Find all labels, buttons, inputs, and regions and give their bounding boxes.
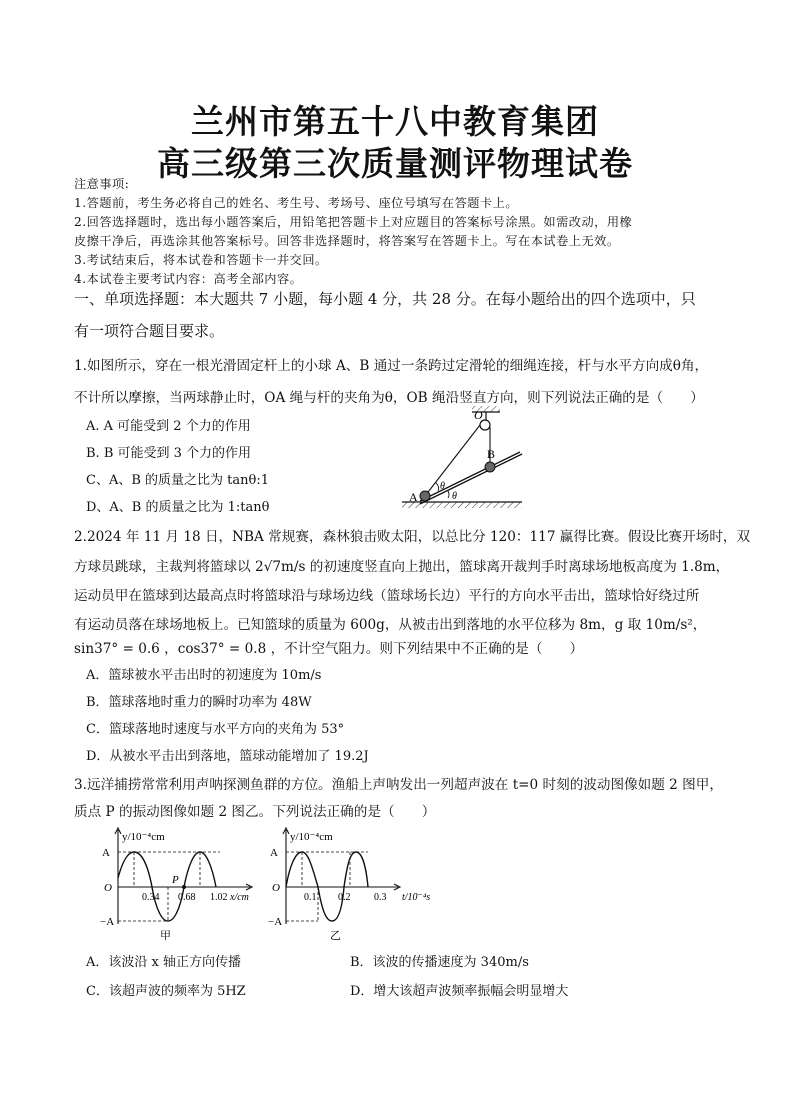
q1-stem: 不计所以摩擦，当两球静止时，OA 绳与杆的夹角为θ，OB 绳沿竖直方向，则下列说法正确的是（ ） xyxy=(74,390,704,406)
x-axis-label: x/cm xyxy=(230,892,249,903)
neg-amplitude-label: −A xyxy=(100,916,115,928)
label-o: O xyxy=(474,408,483,422)
q3-option-b: B．该波的传播速度为 340m/s xyxy=(350,955,529,970)
label-a: A xyxy=(409,490,418,504)
point-p xyxy=(182,885,186,889)
section-heading: 一、单项选择题：本大题共 7 小题，每小题 4 分，共 28 分。在每小题给出的四个选项中，只 xyxy=(74,290,696,308)
neg-amplitude-label: −A xyxy=(268,916,283,928)
notice-item: 3.考试结束后，将本试卷和答题卡一并交回。 xyxy=(74,253,328,267)
label-theta: θ xyxy=(452,491,457,502)
exam-title-line2: 高三级第三次质量测评物理试卷 xyxy=(157,144,633,183)
ground-hatch xyxy=(402,502,522,508)
amplitude-label: A xyxy=(102,847,110,859)
q2-stem: sin37° = 0.6 ，cos37° = 0.8 ，不计空气阻力。则下列结果中不正确的是（ ） xyxy=(74,641,584,657)
q3-stem: 3.远洋捕捞常常利用声呐探测鱼群的方位。渔船上声呐发出一列超声波在 t=0 时刻的波动图像如题 2 图甲， xyxy=(74,777,723,793)
notice-item: 2.回答选择题时，选出每小题答案后，用铅笔把答题卡上对应题目的答案标号涂黑。如需改动，用橡 xyxy=(74,215,633,229)
tick-label: 0.2 xyxy=(338,892,351,903)
y-axis-label: y/10⁻⁴cm xyxy=(122,831,165,843)
tick-label: 1.02 xyxy=(210,892,228,903)
q3-option-d: D．增大该超声波频率振幅会明显增大 xyxy=(350,984,569,999)
notice-heading: 注意事项: xyxy=(74,177,130,191)
ball-b xyxy=(485,462,495,472)
q1-option-b: B. B 可能受到 3 个力的作用 xyxy=(86,446,252,461)
q2-stem: 2.2024 年 11 月 18 日，NBA 常规赛，森林狼击败太阳，以总比分 120：117 赢得比赛。假设比赛开场时，双 xyxy=(74,529,751,545)
q3-option-a: A．该波沿 x 轴正方向传播 xyxy=(86,955,241,970)
origin-label: O xyxy=(272,882,280,894)
y-axis-label: y/10⁻⁴cm xyxy=(290,831,333,843)
label-theta: θ xyxy=(440,481,445,492)
q2-stem: 运动员甲在篮球到达最高点时将篮球沿与球场边线（篮球场长边）平行的方向水平击出，篮球恰好绕过所 xyxy=(74,588,700,604)
q1-option-a: A. A 可能受到 2 个力的作用 xyxy=(86,419,251,434)
tick-label: 0.34 xyxy=(142,892,160,903)
q3-option-c: C．该超声波的频率为 5HZ xyxy=(86,984,246,999)
q2-option-a: A．篮球被水平击出时的初速度为 10m/s xyxy=(86,668,322,683)
q2-option-b: B．篮球落地时重力的瞬时功率为 48W xyxy=(86,695,312,710)
q1-option-c: C、A、B 的质量之比为 tanθ:1 xyxy=(86,473,269,488)
q1-figure xyxy=(400,403,530,513)
q2-option-c: C．篮球落地时速度与水平方向的夹角为 53° xyxy=(86,722,345,737)
tick-label: 0.1 xyxy=(304,892,317,903)
ball-a xyxy=(420,491,430,501)
q2-stem: 方球员跳球，主裁判将篮球以 2√7m/s 的初速度竖直向上抛出，篮球离开裁判手时离球场地板高度为 1.8m， xyxy=(74,559,730,575)
notice-item: 4.本试卷主要考试内容：高考全部内容。 xyxy=(74,272,303,286)
q3-graph-jia xyxy=(100,826,260,946)
graph-caption: 甲 xyxy=(160,930,171,942)
exam-title-line1: 兰州市第五十八中教育集团 xyxy=(191,102,599,141)
q2-option-d: D．从被水平击出到落地，篮球动能增加了 19.2J xyxy=(86,749,369,764)
q3-graph-yi xyxy=(268,826,438,946)
graph-caption: 乙 xyxy=(330,930,341,942)
tick-label: 0.3 xyxy=(374,892,387,903)
q2-stem: 有运动员落在球场地板上。已知篮球的质量为 600g，从被击出到落地的水平位移为 8m，g 取 10m/s²， xyxy=(74,617,707,633)
point-p-label: P xyxy=(172,874,179,886)
origin-label: O xyxy=(104,882,112,894)
tick-label: 0.68 xyxy=(178,892,196,903)
label-b: B xyxy=(487,447,496,461)
notice-item: 1.答题前，考生务必将自己的姓名、考生号、考场号、座位号填写在答题卡上。 xyxy=(74,196,519,210)
notice-item: 皮擦干净后，再选涂其他答案标号。回答非选择题时，将答案写在答题卡上。写在本试卷上无效。 xyxy=(74,234,620,248)
section-heading-cont: 有一项符合题目要求。 xyxy=(74,322,225,340)
amplitude-label: A xyxy=(270,847,278,859)
q1-option-d: D、A、B 的质量之比为 1:tanθ xyxy=(86,500,270,515)
q3-stem: 质点 P 的振动图像如题 2 图乙。下列说法正确的是（ ） xyxy=(74,804,436,820)
q1-stem: 1.如图所示，穿在一根光滑固定杆上的小球 A、B 通过一条跨过定滑轮的细绳连接，杆与水平方向成θ角， xyxy=(74,358,709,374)
rod xyxy=(420,452,520,501)
x-axis-label: t/10⁻⁴s xyxy=(402,892,431,903)
